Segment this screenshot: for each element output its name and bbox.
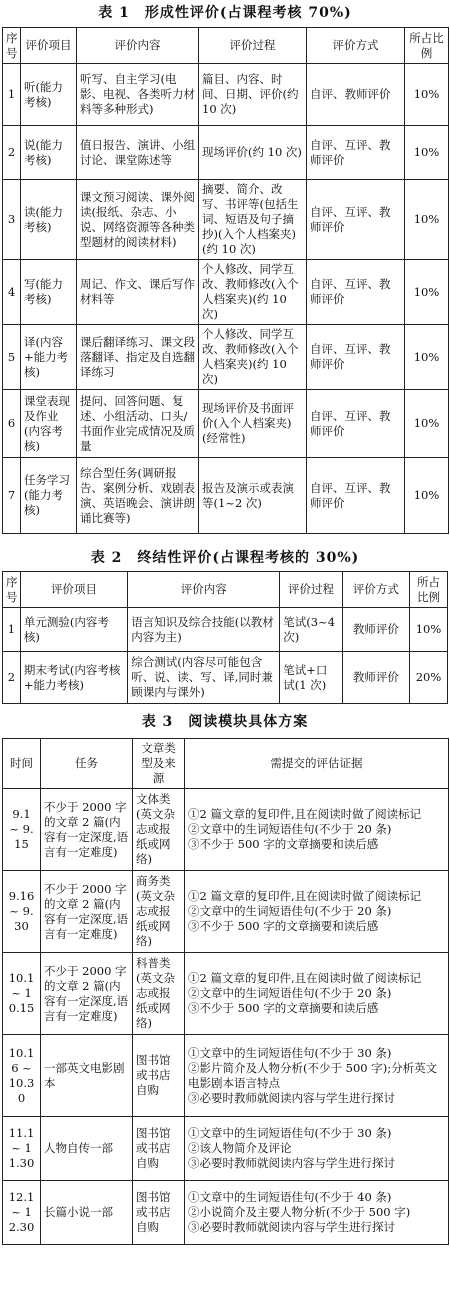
table2-cell: 2	[3, 652, 21, 704]
table3-row	[3, 1035, 449, 1117]
table3-cell: 图书馆或书店自购	[133, 1035, 185, 1117]
table1-cell: 课后翻译练习、课文段落翻译、指定及自选翻译练习	[77, 325, 199, 390]
table1-row	[3, 390, 449, 458]
table1-cell: 10%	[405, 126, 449, 180]
table1-cell: 10%	[405, 64, 449, 126]
table3-header-cell: 需提交的评估证据	[185, 739, 449, 789]
table1-cell: 自评、互评、教师评价	[307, 390, 405, 458]
table1-cell: 个人修改、同学互改、教师修改(入个人档案夹)(约 10 次)	[199, 260, 307, 325]
table1-cell: 摘要、简介、改写、书评等(包括生词、短语及句子摘抄)(入个人档案夹)(约 10 次)	[199, 180, 307, 260]
table3-cell: 10.1 ~ 10.15	[3, 953, 41, 1035]
table1-cell: 6	[3, 390, 21, 458]
table1-cell: 写(能力考核)	[21, 260, 77, 325]
table3-cell: ①2 篇文章的复印件,且在阅读时做了阅读标记 ②文章中的生词短语佳句(不少于 20 条) ③不少于 500 字的文章摘要和读后感	[185, 789, 449, 871]
table1-header-cell: 评价过程	[199, 28, 307, 64]
table1-cell: 提问、回答问题、复述、小组活动、口头/书面作业完成情况及质量	[77, 390, 199, 458]
table1-cell: 说(能力考核)	[21, 126, 77, 180]
table2-cell: 单元测验(内容考核)	[20, 608, 127, 652]
table1-cell: 课堂表现及作业(内容考核)	[21, 390, 77, 458]
table3-cell: 11.1 ~ 11.30	[3, 1117, 41, 1181]
table3-cell: 文体类(英文杂志或报纸或网络)	[133, 789, 185, 871]
table3-cell: ①文章中的生词短语佳句(不少于 30 条) ②该人物简介及评论 ③必要时教师就阅读内容与学生进行探讨	[185, 1117, 449, 1181]
table3-cell: 不少于 2000 字的文章 2 篇(内容有一定深度,语言有一定难度)	[41, 789, 133, 871]
table1-header-cell: 序号	[3, 28, 21, 64]
table2-cell: 语言知识及综合技能(以教材内容为主)	[128, 608, 280, 652]
formative-evaluation-table	[2, 27, 449, 534]
table3-cell: 12.1 ~ 12.30	[3, 1181, 41, 1245]
table2-cell: 综合测试(内容尽可能包含听、说、读、写、译,同时兼顾课内与课外)	[128, 652, 280, 704]
table1-row	[3, 458, 449, 534]
table1-cell: 综合型任务(调研报告、案例分析、戏剧表演、英语晚会、演讲朗诵比赛等)	[77, 458, 199, 534]
table3-header-cell: 文章类型及来源	[133, 739, 185, 789]
table2-cell: 笔试+口试(1 次)	[280, 652, 343, 704]
table1-cell: 自评、互评、教师评价	[307, 458, 405, 534]
table1-caption: 表 1 形成性评价(占课程考核 70%)	[98, 5, 352, 21]
table3-header-cell: 任务	[41, 739, 133, 789]
table2-row	[3, 652, 448, 704]
table2-cell: 笔试(3~4 次)	[280, 608, 343, 652]
table3-cell: 不少于 2000 字的文章 2 篇(内容有一定深度,语言有一定难度)	[41, 871, 133, 953]
table1-header-row	[3, 28, 449, 64]
table3-row	[3, 871, 449, 953]
table1-cell: 现场评价及书面评价(入个人档案夹)(经常性)	[199, 390, 307, 458]
table1-cell: 译(内容+能力考核)	[21, 325, 77, 390]
table3-cell: ①2 篇文章的复印件,且在阅读时做了阅读标记 ②文章中的生词短语佳句(不少于 20 条) ③不少于 500 字的文章摘要和读后感	[185, 871, 449, 953]
table1-cell: 周记、作文、课后写作材料等	[77, 260, 199, 325]
table1-cell: 篇目、内容、时间、日期、评价(约 10 次)	[199, 64, 307, 126]
table1-cell: 10%	[405, 180, 449, 260]
table3-row	[3, 953, 449, 1035]
table3-header-row	[3, 739, 449, 789]
table2-header-cell: 所占比例	[409, 572, 447, 608]
table3-cell: ①2 篇文章的复印件,且在阅读时做了阅读标记 ②文章中的生词短语佳句(不少于 20 条) ③不少于 500 字的文章摘要和读后感	[185, 953, 449, 1035]
table1-cell: 7	[3, 458, 21, 534]
table1-cell: 10%	[405, 458, 449, 534]
table1-cell: 自评、互评、教师评价	[307, 325, 405, 390]
table2-cell: 期末考试(内容考核+能力考核)	[20, 652, 127, 704]
table2-cell: 10%	[409, 608, 447, 652]
table3-cell: ①文章中的生词短语佳句(不少于 40 条) ②小说简介及主要人物分析(不少于 500 字) ③必要时教师就阅读内容与学生进行探讨	[185, 1181, 449, 1245]
table1-cell: 2	[3, 126, 21, 180]
table2-header-cell: 评价过程	[280, 572, 343, 608]
table1-cell: 1	[3, 64, 21, 126]
table1-header-cell: 评价内容	[77, 28, 199, 64]
table1-cell: 课文预习阅读、课外阅读(报纸、杂志、小说、网络资源等各种类型题材的阅读材料)	[77, 180, 199, 260]
table1-cell: 自评、互评、教师评价	[307, 126, 405, 180]
table1-row	[3, 325, 449, 390]
table2-cell: 1	[3, 608, 21, 652]
table1-cell: 10%	[405, 260, 449, 325]
table1-cell: 值日报告、演讲、小组讨论、课堂陈述等	[77, 126, 199, 180]
table1-cell: 现场评价(约 10 次)	[199, 126, 307, 180]
table2-cell: 20%	[409, 652, 447, 704]
summative-evaluation-table	[2, 571, 448, 704]
table1-row	[3, 180, 449, 260]
table3-cell: ①文章中的生词短语佳句(不少于 30 条) ②影片简介及人物分析(不少于 500 字);分析英文电影剧本语言特点 ③必要时教师就阅读内容与学生进行探讨	[185, 1035, 449, 1117]
table2-caption: 表 2 终结性评价(占课程考核的 30%)	[90, 550, 360, 566]
table1-cell: 3	[3, 180, 21, 260]
table1-cell: 自评、教师评价	[307, 64, 405, 126]
table1-header-cell: 所占比例	[405, 28, 449, 64]
table1-cell: 听写、自主学习(电影、电视、各类听力材料等多种形式)	[77, 64, 199, 126]
table3-cell: 长篇小说一部	[41, 1181, 133, 1245]
table2-header-cell: 评价项目	[20, 572, 127, 608]
table1-row	[3, 64, 449, 126]
table2-header-row	[3, 572, 448, 608]
table3-cell: 科普类(英文杂志或报纸或网络)	[133, 953, 185, 1035]
table3-cell: 不少于 2000 字的文章 2 篇(内容有一定深度,语言有一定难度)	[41, 953, 133, 1035]
table1-cell: 10%	[405, 325, 449, 390]
table1-cell: 报告及演示或表演等(1~2 次)	[199, 458, 307, 534]
table3-cell: 9.16 ~ 9.30	[3, 871, 41, 953]
table1-cell: 自评、互评、教师评价	[307, 260, 405, 325]
reading-module-plan-table	[2, 738, 449, 1245]
table1-cell: 任务学习(能力考核)	[21, 458, 77, 534]
table3-row	[3, 789, 449, 871]
table2-header-cell: 评价内容	[128, 572, 280, 608]
table1-cell: 5	[3, 325, 21, 390]
table1-cell: 自评、互评、教师评价	[307, 180, 405, 260]
table2-cell: 教师评价	[342, 608, 409, 652]
table1-row	[3, 126, 449, 180]
table2-header-cell: 评价方式	[342, 572, 409, 608]
table1-cell: 读(能力考核)	[21, 180, 77, 260]
table1-cell: 4	[3, 260, 21, 325]
table2-cell: 教师评价	[342, 652, 409, 704]
table1-cell: 听(能力考核)	[21, 64, 77, 126]
table1-row	[3, 260, 449, 325]
table3-row	[3, 1181, 449, 1245]
table3-cell: 9.1 ~ 9.15	[3, 789, 41, 871]
table1-cell: 10%	[405, 390, 449, 458]
table3-cell: 一部英文电影剧本	[41, 1035, 133, 1117]
table3-cell: 图书馆或书店自购	[133, 1117, 185, 1181]
table3-header-cell: 时间	[3, 739, 41, 789]
table2-header-cell: 序号	[3, 572, 21, 608]
table3-cell: 图书馆或书店自购	[133, 1181, 185, 1245]
table2-row	[3, 608, 448, 652]
table3-cell: 人物自传一部	[41, 1117, 133, 1181]
table1-header-cell: 评价方式	[307, 28, 405, 64]
table1-cell: 个人修改、同学互改、教师修改(入个人档案夹)(约 10 次)	[199, 325, 307, 390]
table3-caption: 表 3 阅读模块具体方案	[141, 714, 309, 730]
table3-row	[3, 1117, 449, 1181]
table3-cell: 10.16 ~ 10.30	[3, 1035, 41, 1117]
table1-header-cell: 评价项目	[21, 28, 77, 64]
table3-cell: 商务类(英文杂志或报纸或网络)	[133, 871, 185, 953]
